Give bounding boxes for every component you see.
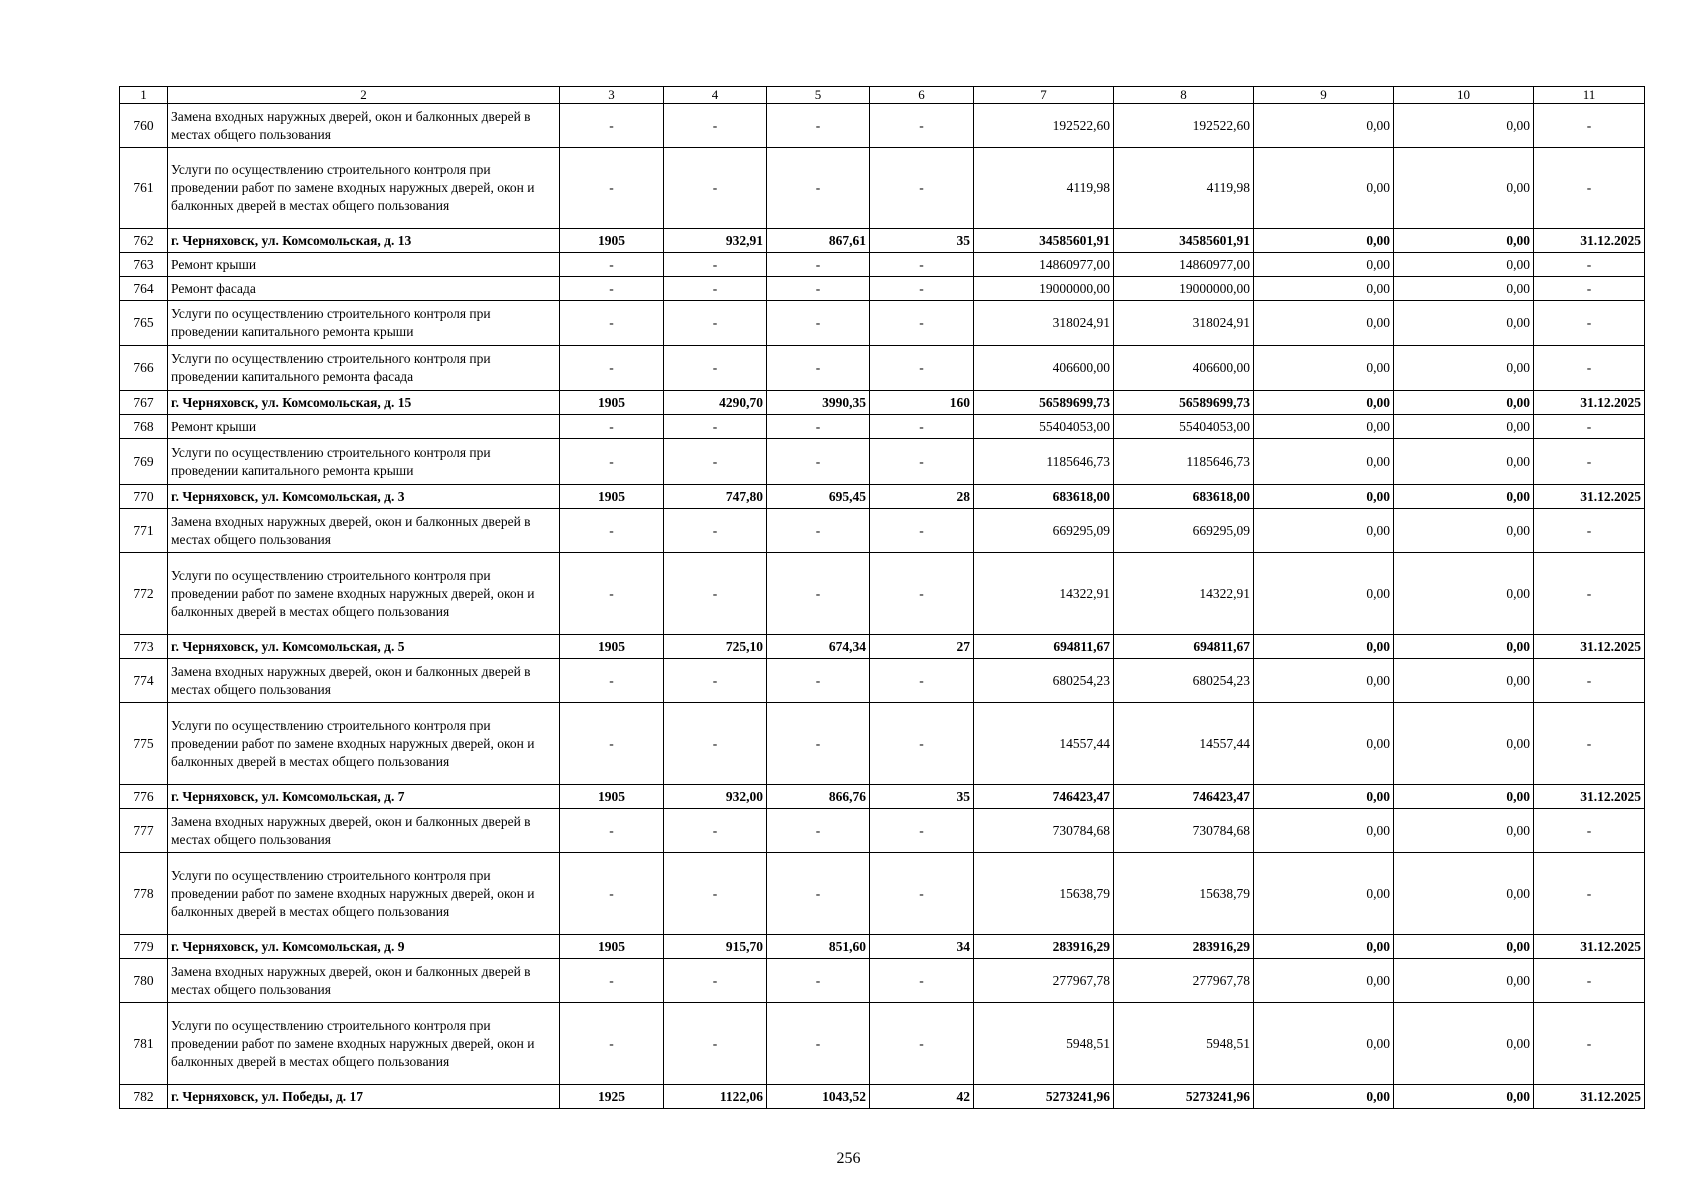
col9-cell: 0,00: [1254, 935, 1394, 959]
col3-cell: 1905: [560, 391, 664, 415]
table-row: [120, 229, 1645, 253]
col3-cell: -: [560, 346, 664, 391]
work-description-cell: г. Черняховск, ул. Комсомольская, д. 5: [168, 635, 560, 659]
col8-cell: 683618,00: [1114, 485, 1254, 509]
col4-cell: -: [664, 509, 767, 553]
header-cell: 8: [1114, 87, 1254, 104]
table-row: [120, 439, 1645, 485]
work-description-cell: г. Черняховск, ул. Победы, д. 17: [168, 1085, 560, 1109]
col7-cell: 406600,00: [974, 346, 1114, 391]
col4-cell: -: [664, 959, 767, 1003]
col6-cell: 28: [870, 485, 974, 509]
col7-cell: 694811,67: [974, 635, 1114, 659]
col11-cell: 31.12.2025: [1534, 391, 1645, 415]
col9-cell: 0,00: [1254, 1085, 1394, 1109]
register-table: [119, 86, 1645, 1109]
col5-cell: -: [767, 415, 870, 439]
col9-cell: 0,00: [1254, 509, 1394, 553]
col9-cell: 0,00: [1254, 391, 1394, 415]
col6-cell: -: [870, 277, 974, 301]
col11-cell: 31.12.2025: [1534, 785, 1645, 809]
col3-cell: -: [560, 415, 664, 439]
header-cell: 2: [168, 87, 560, 104]
col6-cell: 35: [870, 785, 974, 809]
table-row: [120, 635, 1645, 659]
col9-cell: 0,00: [1254, 959, 1394, 1003]
col6-cell: -: [870, 148, 974, 229]
col11-cell: -: [1534, 346, 1645, 391]
work-description-cell: Замена входных наружных дверей, окон и балконных дверей в местах общего пользования: [168, 809, 560, 853]
row-number-cell: 782: [120, 1085, 168, 1109]
col6-cell: -: [870, 853, 974, 935]
col10-cell: 0,00: [1394, 703, 1534, 785]
col5-cell: 866,76: [767, 785, 870, 809]
col5-cell: -: [767, 104, 870, 148]
work-description-cell: Замена входных наружных дверей, окон и балконных дверей в местах общего пользования: [168, 659, 560, 703]
col11-cell: -: [1534, 104, 1645, 148]
table-row: [120, 853, 1645, 935]
col4-cell: 1122,06: [664, 1085, 767, 1109]
col11-cell: -: [1534, 703, 1645, 785]
col7-cell: 192522,60: [974, 104, 1114, 148]
col7-cell: 55404053,00: [974, 415, 1114, 439]
row-number-cell: 781: [120, 1003, 168, 1085]
col9-cell: 0,00: [1254, 104, 1394, 148]
col10-cell: 0,00: [1394, 659, 1534, 703]
col3-cell: -: [560, 509, 664, 553]
col7-cell: 1185646,73: [974, 439, 1114, 485]
col5-cell: 3990,35: [767, 391, 870, 415]
col5-cell: -: [767, 553, 870, 635]
col5-cell: -: [767, 148, 870, 229]
col4-cell: 932,00: [664, 785, 767, 809]
row-number-cell: 761: [120, 148, 168, 229]
col3-cell: 1905: [560, 935, 664, 959]
col3-cell: -: [560, 809, 664, 853]
row-number-cell: 770: [120, 485, 168, 509]
header-cell: 9: [1254, 87, 1394, 104]
col9-cell: 0,00: [1254, 277, 1394, 301]
col7-cell: 5273241,96: [974, 1085, 1114, 1109]
col7-cell: 746423,47: [974, 785, 1114, 809]
col4-cell: 915,70: [664, 935, 767, 959]
work-description-cell: Ремонт крыши: [168, 253, 560, 277]
col3-cell: -: [560, 703, 664, 785]
col9-cell: 0,00: [1254, 553, 1394, 635]
col11-cell: -: [1534, 553, 1645, 635]
row-number-cell: 774: [120, 659, 168, 703]
col7-cell: 318024,91: [974, 301, 1114, 346]
col10-cell: 0,00: [1394, 391, 1534, 415]
col9-cell: 0,00: [1254, 301, 1394, 346]
col9-cell: 0,00: [1254, 785, 1394, 809]
table-row: [120, 1085, 1645, 1109]
work-description-cell: Ремонт крыши: [168, 415, 560, 439]
col7-cell: 683618,00: [974, 485, 1114, 509]
col5-cell: -: [767, 809, 870, 853]
col6-cell: -: [870, 301, 974, 346]
work-description-cell: Услуги по осуществлению строительного контроля при проведении работ по замене входных наружных дверей, окон и балконных дверей в местах общего пользования: [168, 148, 560, 229]
col10-cell: 0,00: [1394, 253, 1534, 277]
col8-cell: 406600,00: [1114, 346, 1254, 391]
col4-cell: 932,91: [664, 229, 767, 253]
row-number-cell: 776: [120, 785, 168, 809]
col10-cell: 0,00: [1394, 415, 1534, 439]
work-description-cell: г. Черняховск, ул. Комсомольская, д. 3: [168, 485, 560, 509]
col3-cell: -: [560, 853, 664, 935]
work-description-cell: Замена входных наружных дверей, окон и балконных дверей в местах общего пользования: [168, 509, 560, 553]
table-row: [120, 277, 1645, 301]
table-row: [120, 935, 1645, 959]
col8-cell: 5273241,96: [1114, 1085, 1254, 1109]
col3-cell: 1905: [560, 635, 664, 659]
col8-cell: 34585601,91: [1114, 229, 1254, 253]
col6-cell: 160: [870, 391, 974, 415]
row-number-cell: 760: [120, 104, 168, 148]
row-number-cell: 779: [120, 935, 168, 959]
col8-cell: 680254,23: [1114, 659, 1254, 703]
col10-cell: 0,00: [1394, 1003, 1534, 1085]
work-description-cell: Услуги по осуществлению строительного контроля при проведении работ по замене входных наружных дверей, окон и балконных дверей в местах общего пользования: [168, 553, 560, 635]
col6-cell: 34: [870, 935, 974, 959]
row-number-cell: 767: [120, 391, 168, 415]
col5-cell: 1043,52: [767, 1085, 870, 1109]
col7-cell: 5948,51: [974, 1003, 1114, 1085]
col4-cell: 4290,70: [664, 391, 767, 415]
col7-cell: 14557,44: [974, 703, 1114, 785]
col3-cell: -: [560, 959, 664, 1003]
col11-cell: -: [1534, 959, 1645, 1003]
table-row: [120, 415, 1645, 439]
col7-cell: 4119,98: [974, 148, 1114, 229]
col11-cell: -: [1534, 415, 1645, 439]
col8-cell: 56589699,73: [1114, 391, 1254, 415]
col3-cell: 1925: [560, 1085, 664, 1109]
col3-cell: 1905: [560, 485, 664, 509]
col8-cell: 730784,68: [1114, 809, 1254, 853]
col5-cell: 867,61: [767, 229, 870, 253]
col3-cell: -: [560, 659, 664, 703]
col7-cell: 14860977,00: [974, 253, 1114, 277]
col11-cell: -: [1534, 253, 1645, 277]
col5-cell: -: [767, 277, 870, 301]
col9-cell: 0,00: [1254, 148, 1394, 229]
col11-cell: -: [1534, 439, 1645, 485]
col3-cell: -: [560, 439, 664, 485]
col4-cell: -: [664, 703, 767, 785]
row-number-cell: 768: [120, 415, 168, 439]
col7-cell: 34585601,91: [974, 229, 1114, 253]
col11-cell: -: [1534, 148, 1645, 229]
col7-cell: 14322,91: [974, 553, 1114, 635]
col6-cell: 27: [870, 635, 974, 659]
col8-cell: 192522,60: [1114, 104, 1254, 148]
col5-cell: -: [767, 853, 870, 935]
col10-cell: 0,00: [1394, 935, 1534, 959]
col6-cell: -: [870, 415, 974, 439]
col10-cell: 0,00: [1394, 853, 1534, 935]
row-number-cell: 769: [120, 439, 168, 485]
col8-cell: 277967,78: [1114, 959, 1254, 1003]
col9-cell: 0,00: [1254, 703, 1394, 785]
table-row: [120, 703, 1645, 785]
col4-cell: -: [664, 148, 767, 229]
row-number-cell: 763: [120, 253, 168, 277]
col5-cell: -: [767, 301, 870, 346]
col9-cell: 0,00: [1254, 659, 1394, 703]
col4-cell: -: [664, 253, 767, 277]
col11-cell: -: [1534, 509, 1645, 553]
col4-cell: -: [664, 104, 767, 148]
header-cell: 11: [1534, 87, 1645, 104]
col9-cell: 0,00: [1254, 853, 1394, 935]
table-row: [120, 346, 1645, 391]
col9-cell: 0,00: [1254, 1003, 1394, 1085]
col6-cell: 35: [870, 229, 974, 253]
col11-cell: -: [1534, 809, 1645, 853]
header-cell: 6: [870, 87, 974, 104]
col4-cell: -: [664, 439, 767, 485]
col10-cell: 0,00: [1394, 104, 1534, 148]
col11-cell: -: [1534, 301, 1645, 346]
row-number-cell: 780: [120, 959, 168, 1003]
row-number-cell: 775: [120, 703, 168, 785]
col9-cell: 0,00: [1254, 809, 1394, 853]
col4-cell: -: [664, 346, 767, 391]
row-number-cell: 766: [120, 346, 168, 391]
work-description-cell: Услуги по осуществлению строительного контроля при проведении работ по замене входных наружных дверей, окон и балконных дверей в местах общего пользования: [168, 703, 560, 785]
col4-cell: -: [664, 415, 767, 439]
table-row: [120, 485, 1645, 509]
col6-cell: -: [870, 1003, 974, 1085]
col11-cell: -: [1534, 853, 1645, 935]
column-number-header: [120, 87, 1645, 104]
col10-cell: 0,00: [1394, 485, 1534, 509]
table-row: [120, 1003, 1645, 1085]
work-description-cell: Услуги по осуществлению строительного контроля при проведении капитального ремонта крыши: [168, 301, 560, 346]
col8-cell: 55404053,00: [1114, 415, 1254, 439]
col7-cell: 56589699,73: [974, 391, 1114, 415]
col6-cell: -: [870, 659, 974, 703]
table-row: [120, 253, 1645, 277]
col10-cell: 0,00: [1394, 1085, 1534, 1109]
col10-cell: 0,00: [1394, 277, 1534, 301]
col9-cell: 0,00: [1254, 253, 1394, 277]
col4-cell: -: [664, 301, 767, 346]
col5-cell: -: [767, 439, 870, 485]
col4-cell: -: [664, 1003, 767, 1085]
col10-cell: 0,00: [1394, 635, 1534, 659]
col7-cell: 277967,78: [974, 959, 1114, 1003]
col5-cell: 851,60: [767, 935, 870, 959]
col3-cell: -: [560, 253, 664, 277]
col5-cell: 674,34: [767, 635, 870, 659]
col10-cell: 0,00: [1394, 553, 1534, 635]
col9-cell: 0,00: [1254, 229, 1394, 253]
col7-cell: 680254,23: [974, 659, 1114, 703]
col8-cell: 746423,47: [1114, 785, 1254, 809]
table-row: [120, 301, 1645, 346]
col4-cell: 747,80: [664, 485, 767, 509]
col3-cell: -: [560, 553, 664, 635]
col8-cell: 14557,44: [1114, 703, 1254, 785]
col3-cell: -: [560, 301, 664, 346]
col6-cell: -: [870, 553, 974, 635]
header-cell: 10: [1394, 87, 1534, 104]
work-description-cell: г. Черняховск, ул. Комсомольская, д. 7: [168, 785, 560, 809]
col11-cell: -: [1534, 659, 1645, 703]
col3-cell: -: [560, 277, 664, 301]
col8-cell: 14860977,00: [1114, 253, 1254, 277]
row-number-cell: 771: [120, 509, 168, 553]
table-row: [120, 809, 1645, 853]
col8-cell: 1185646,73: [1114, 439, 1254, 485]
row-number-cell: 765: [120, 301, 168, 346]
col7-cell: 15638,79: [974, 853, 1114, 935]
col4-cell: -: [664, 277, 767, 301]
col8-cell: 694811,67: [1114, 635, 1254, 659]
col6-cell: -: [870, 509, 974, 553]
col6-cell: -: [870, 703, 974, 785]
col3-cell: 1905: [560, 785, 664, 809]
col4-cell: -: [664, 553, 767, 635]
col5-cell: -: [767, 659, 870, 703]
col8-cell: 14322,91: [1114, 553, 1254, 635]
table-row: [120, 785, 1645, 809]
col6-cell: 42: [870, 1085, 974, 1109]
col8-cell: 283916,29: [1114, 935, 1254, 959]
col10-cell: 0,00: [1394, 301, 1534, 346]
col7-cell: 730784,68: [974, 809, 1114, 853]
header-cell: 4: [664, 87, 767, 104]
col8-cell: 5948,51: [1114, 1003, 1254, 1085]
col4-cell: -: [664, 809, 767, 853]
row-number-cell: 772: [120, 553, 168, 635]
work-description-cell: Замена входных наружных дверей, окон и балконных дверей в местах общего пользования: [168, 959, 560, 1003]
col4-cell: 725,10: [664, 635, 767, 659]
col9-cell: 0,00: [1254, 415, 1394, 439]
work-description-cell: Услуги по осуществлению строительного контроля при проведении капитального ремонта фасада: [168, 346, 560, 391]
table-row: [120, 509, 1645, 553]
header-cell: 1: [120, 87, 168, 104]
table-row: [120, 148, 1645, 229]
col10-cell: 0,00: [1394, 959, 1534, 1003]
col5-cell: -: [767, 346, 870, 391]
col11-cell: -: [1534, 277, 1645, 301]
col8-cell: 318024,91: [1114, 301, 1254, 346]
work-description-cell: г. Черняховск, ул. Комсомольская, д. 15: [168, 391, 560, 415]
page-number: 256: [836, 1150, 861, 1167]
table-row: [120, 104, 1645, 148]
work-description-cell: Услуги по осуществлению строительного контроля при проведении капитального ремонта крыши: [168, 439, 560, 485]
work-description-cell: Услуги по осуществлению строительного контроля при проведении работ по замене входных наружных дверей, окон и балконных дверей в местах общего пользования: [168, 1003, 560, 1085]
header-cell: 3: [560, 87, 664, 104]
header-cell: 7: [974, 87, 1114, 104]
table-row: [120, 553, 1645, 635]
table-body: [120, 87, 1645, 1109]
row-number-cell: 764: [120, 277, 168, 301]
row-number-cell: 778: [120, 853, 168, 935]
col11-cell: 31.12.2025: [1534, 485, 1645, 509]
work-description-cell: Ремонт фасада: [168, 277, 560, 301]
col5-cell: -: [767, 703, 870, 785]
col6-cell: -: [870, 253, 974, 277]
col5-cell: 695,45: [767, 485, 870, 509]
col7-cell: 669295,09: [974, 509, 1114, 553]
col8-cell: 19000000,00: [1114, 277, 1254, 301]
col5-cell: -: [767, 1003, 870, 1085]
col8-cell: 4119,98: [1114, 148, 1254, 229]
col10-cell: 0,00: [1394, 439, 1534, 485]
col10-cell: 0,00: [1394, 346, 1534, 391]
table-row: [120, 659, 1645, 703]
col4-cell: -: [664, 659, 767, 703]
header-cell: 5: [767, 87, 870, 104]
col5-cell: -: [767, 959, 870, 1003]
col10-cell: 0,00: [1394, 509, 1534, 553]
col7-cell: 19000000,00: [974, 277, 1114, 301]
row-number-cell: 762: [120, 229, 168, 253]
work-description-cell: г. Черняховск, ул. Комсомольская, д. 13: [168, 229, 560, 253]
col7-cell: 283916,29: [974, 935, 1114, 959]
col10-cell: 0,00: [1394, 229, 1534, 253]
col3-cell: -: [560, 1003, 664, 1085]
col3-cell: -: [560, 104, 664, 148]
col6-cell: -: [870, 104, 974, 148]
col9-cell: 0,00: [1254, 485, 1394, 509]
col6-cell: -: [870, 809, 974, 853]
col9-cell: 0,00: [1254, 635, 1394, 659]
col11-cell: 31.12.2025: [1534, 1085, 1645, 1109]
col9-cell: 0,00: [1254, 346, 1394, 391]
work-description-cell: Замена входных наружных дверей, окон и балконных дверей в местах общего пользования: [168, 104, 560, 148]
col3-cell: -: [560, 148, 664, 229]
table-row: [120, 391, 1645, 415]
col6-cell: -: [870, 346, 974, 391]
col6-cell: -: [870, 959, 974, 1003]
work-description-cell: Услуги по осуществлению строительного контроля при проведении работ по замене входных наружных дверей, окон и балконных дверей в местах общего пользования: [168, 853, 560, 935]
col11-cell: 31.12.2025: [1534, 229, 1645, 253]
table-row: [120, 959, 1645, 1003]
col8-cell: 15638,79: [1114, 853, 1254, 935]
col10-cell: 0,00: [1394, 148, 1534, 229]
col5-cell: -: [767, 253, 870, 277]
col8-cell: 669295,09: [1114, 509, 1254, 553]
row-number-cell: 777: [120, 809, 168, 853]
col9-cell: 0,00: [1254, 439, 1394, 485]
col11-cell: -: [1534, 1003, 1645, 1085]
col10-cell: 0,00: [1394, 785, 1534, 809]
col5-cell: -: [767, 509, 870, 553]
col10-cell: 0,00: [1394, 809, 1534, 853]
col3-cell: 1905: [560, 229, 664, 253]
col11-cell: 31.12.2025: [1534, 635, 1645, 659]
col6-cell: -: [870, 439, 974, 485]
row-number-cell: 773: [120, 635, 168, 659]
col11-cell: 31.12.2025: [1534, 935, 1645, 959]
work-description-cell: г. Черняховск, ул. Комсомольская, д. 9: [168, 935, 560, 959]
col4-cell: -: [664, 853, 767, 935]
